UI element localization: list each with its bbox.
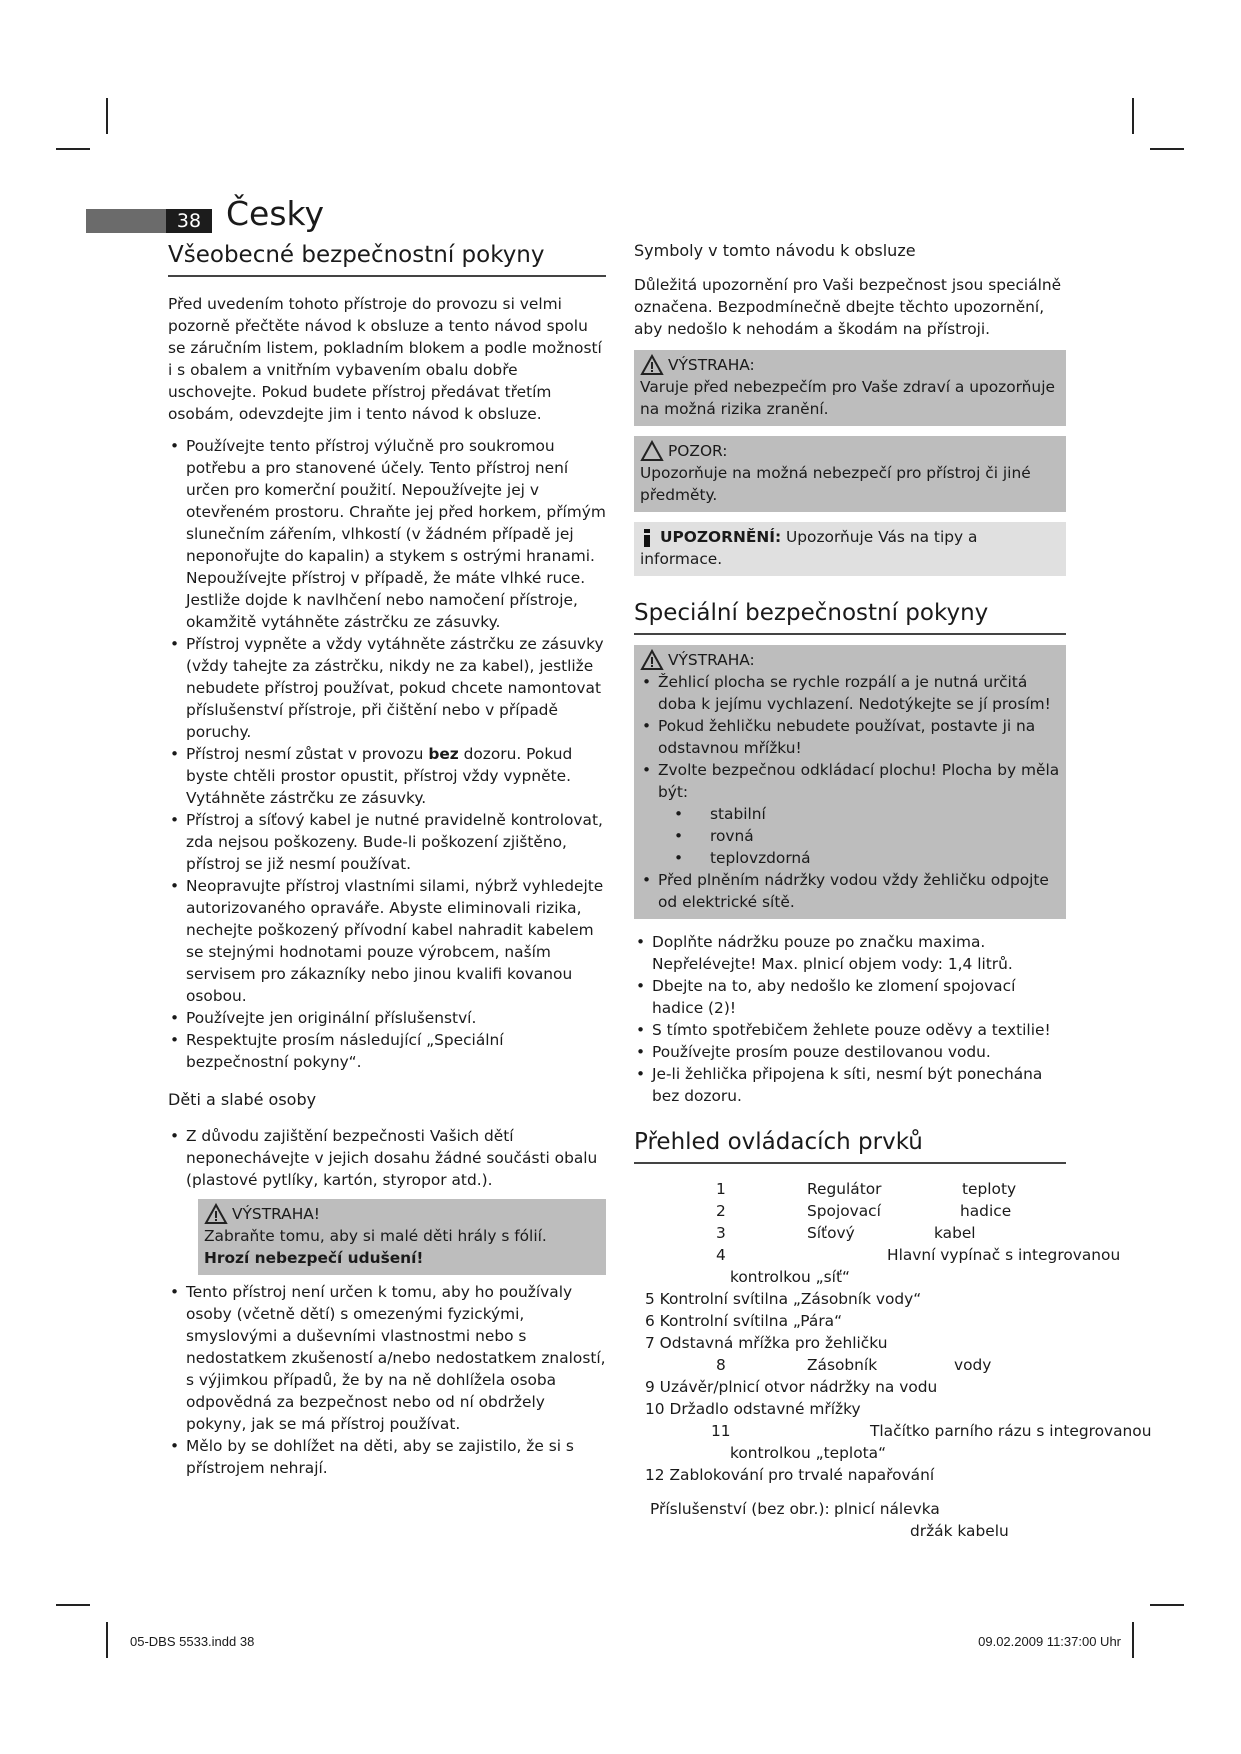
language-title: Česky bbox=[226, 194, 325, 233]
header-bar bbox=[86, 209, 166, 233]
list-item: • rovná bbox=[640, 825, 1060, 847]
note-box bbox=[634, 522, 1066, 576]
warning-box-children bbox=[198, 1199, 606, 1275]
list-item: • Používejte tento přístroj výlučně pro soukromou potřebu a pro stanovené účely. Tento přístroj není určen pro komerční použití. Nepoužívejte jej v otevřeném prostoru. Chraňte jej před horkem, přímým slunečním zářením, vlhkostí (v žádném případě jej neponořujte do kapalin) a stykem s ostrými hranami. Nepoužívejte přístroj v případě, že máte vlhké ruce. Jestliže dojde k navlhčení nebo namočení přístroje, okamžitě vytáhněte zástrčku ze zásuvky. bbox=[168, 435, 606, 633]
list-item: • Neopravujte přístroj vlastními silami, nýbrž vyhledejte autorizovaného opraváře. Abyste eliminovali rizika, nechejte poškozený přívodní kabel nahradit kabelem se stejnými hodnotami pouze výrobcem, naším servisem pro zákazníky nebo jinou kvalifi kovanou osobou. bbox=[168, 875, 606, 1007]
list-item: • Tento přístroj není určen k tomu, aby ho používaly osoby (včetně dětí) s omezenými fyzickými, smyslovými a duševními vlastnostmi nebo s nedostatkem zkušeností a/nebo nedostatkem znalostí, s výjimkou případů, že by na ně dohlížela osoba odpovědná za bezpečnost nebo od ní obdržely pokyny, jak se má přístroj používat. bbox=[168, 1281, 606, 1435]
info-icon bbox=[640, 528, 654, 548]
control-number: 2 bbox=[716, 1202, 726, 1220]
control-number: 4 bbox=[716, 1246, 726, 1264]
list-item: • Pokud žehličku nebudete používat, postavte ji na odstavnou mřížku! bbox=[640, 715, 1060, 759]
control-label: Tlačítko parního rázu s integrovanou bbox=[870, 1422, 1152, 1440]
caution-text: Upozorňuje na možná nebezpečí pro přístroj či jiné předměty. bbox=[640, 464, 1031, 504]
usage-list bbox=[634, 931, 1066, 1107]
accessories-label: Příslušenství (bez obr.): bbox=[650, 1500, 830, 1518]
page-number: 38 bbox=[166, 209, 212, 233]
crop-mark bbox=[1150, 1604, 1184, 1606]
control-number: 1 bbox=[716, 1180, 726, 1198]
control-label: Hlavní vypínač s integrovanou bbox=[887, 1246, 1121, 1264]
children-title: Děti a slabé osoby bbox=[168, 1090, 317, 1109]
control-label: kabel bbox=[934, 1224, 976, 1242]
control-item: 9 Uzávěr/plnicí otvor nádržky na vodu bbox=[645, 1378, 938, 1396]
warning-triangle-icon bbox=[204, 1203, 228, 1225]
children-list bbox=[168, 1125, 606, 1191]
list-item: • Je-li žehlička připojena k síti, nesmí být ponechána bez dozoru. bbox=[634, 1063, 1066, 1107]
control-item: 7 Odstavná mřížka pro žehličku bbox=[645, 1334, 888, 1352]
children-list-2 bbox=[168, 1281, 606, 1479]
control-number: 8 bbox=[716, 1356, 726, 1374]
list-item: • stabilní bbox=[640, 803, 1060, 825]
control-label: vody bbox=[954, 1356, 992, 1374]
special-safety-title: Speciální bezpečnostní pokyny bbox=[634, 598, 1066, 635]
list-item: • Žehlicí plocha se rychle rozpálí a je nutná určitá doba k jejímu vychlazení. Nedotýkejte se jí prosím! bbox=[640, 671, 1060, 715]
control-label: teploty bbox=[962, 1180, 1017, 1198]
crop-mark bbox=[106, 1622, 108, 1658]
caution-heading: POZOR: bbox=[668, 442, 728, 460]
caution-box bbox=[634, 436, 1066, 512]
control-label: Zásobník bbox=[807, 1356, 878, 1374]
warning-triangle-icon bbox=[640, 354, 664, 376]
general-safety-list bbox=[168, 435, 606, 1073]
list-item: • Mělo by se dohlížet na děti, aby se zajistilo, že si s přístrojem nehrají. bbox=[168, 1435, 606, 1479]
warning-heading: VÝSTRAHA! bbox=[232, 1205, 320, 1223]
list-item: • Dbejte na to, aby nedošlo ke zlomení spojovací hadice (2)! bbox=[634, 975, 1066, 1019]
warning-triangle-icon bbox=[640, 649, 664, 671]
control-number: 11 bbox=[711, 1422, 731, 1440]
special-list bbox=[640, 671, 1060, 803]
crop-mark bbox=[1150, 148, 1184, 150]
control-label: hadice bbox=[960, 1202, 1012, 1220]
list-item: • Používejte jen originální příslušenství. bbox=[168, 1007, 606, 1029]
control-item: 12 Zablokování pro trvalé napařování bbox=[645, 1466, 935, 1484]
control-label: kontrolkou „teplota“ bbox=[730, 1444, 887, 1462]
special-warning-box bbox=[634, 645, 1066, 919]
crop-mark bbox=[1132, 1622, 1134, 1658]
crop-mark bbox=[106, 98, 108, 134]
warning-heading: VÝSTRAHA: bbox=[668, 651, 755, 669]
warning-text: Zabraňte tomu, aby si malé děti hrály s fólií. bbox=[204, 1227, 547, 1245]
footer-timestamp: 09.02.2009 11:37:00 Uhr bbox=[978, 1634, 1121, 1649]
control-item: 10 Držadlo odstavné mřížky bbox=[645, 1400, 861, 1418]
warning-box bbox=[634, 350, 1066, 426]
control-item: 5 Kontrolní svítilna „Zásobník vody“ bbox=[645, 1290, 922, 1308]
symbols-intro: Důležitá upozornění pro Vaši bezpečnost jsou speciálně označena. Bezpodmínečně dbejte těchto upozornění, aby nedošlo k nehodám a škodám na přístroji. bbox=[634, 276, 1062, 338]
list-item: • teplovzdorná bbox=[640, 847, 1060, 869]
control-label: Spojovací bbox=[807, 1202, 881, 1220]
crop-mark bbox=[56, 148, 90, 150]
list-item: • Přístroj vypněte a vždy vytáhněte zástrčku ze zásuvky (vždy tahejte za zástrčku, nikdy ne za kabel), jestliže nebudete přístroj používat, pokud chcete namontovat příslušenství přístroje, při čištění nebo v případě poruchy. bbox=[168, 633, 606, 743]
list-item: • Před plněním nádržky vodou vždy žehličku odpojte od elektrické sítě. bbox=[640, 869, 1060, 913]
warning-text: Varuje před nebezpečím pro Vaše zdraví a upozorňuje na možná rizika zranění. bbox=[640, 378, 1055, 418]
crop-mark bbox=[1132, 98, 1134, 134]
list-item: • Z důvodu zajištění bezpečnosti Vašich dětí neponechávejte v jejich dosahu žádné součásti obalu (plastové pytlíky, kartón, styropor atd.). bbox=[168, 1125, 606, 1191]
control-label: Regulátor bbox=[807, 1180, 882, 1198]
list-item: • Používejte prosím pouze destilovanou vodu. bbox=[634, 1041, 1066, 1063]
control-item: 6 Kontrolní svítilna „Pára“ bbox=[645, 1312, 843, 1330]
footer-file-info: 05-DBS 5533.indd 38 bbox=[130, 1634, 255, 1649]
controls-title: Přehled ovládacích prvků bbox=[634, 1127, 1066, 1164]
warning-heading: VÝSTRAHA: bbox=[668, 356, 755, 374]
general-safety-title: Všeobecné bezpečnostní pokyny bbox=[168, 240, 606, 277]
warning-bold-text: Hrozí nebezpečí udušení! bbox=[204, 1249, 424, 1267]
intro-paragraph: Před uvedením tohoto přístroje do provozu si velmi pozorně přečtěte návod k obsluze a tento návod spolu se záručním listem, pokladním blokem a podle možností i s obalem a vnitřním vybavením obalu dobře uschovejte. Pokud budete přístroj předávat třetím osobám, odevzdejte jim i tento návod k obsluze. bbox=[168, 295, 602, 423]
list-item: • Přístroj a síťový kabel je nutné pravidelně kontrolovat, zda nejsou poškozeny. Bude-li poškození zjištěno, přístroj se již nesmí používat. bbox=[168, 809, 606, 875]
left-column bbox=[168, 240, 606, 1479]
list-item: • Přístroj nesmí zůstat v provozu bez dozoru. Pokud byste chtěli prostor opustit, přístroj vždy vypněte. Vytáhněte zástrčku ze zásuvky. bbox=[168, 743, 606, 809]
control-number: 3 bbox=[716, 1224, 726, 1242]
control-label: kontrolkou „síť“ bbox=[730, 1268, 850, 1286]
list-item: • Respektujte prosím následující „Speciální bezpečnostní pokyny“. bbox=[168, 1029, 606, 1073]
crop-mark bbox=[56, 1604, 90, 1606]
note-heading: UPOZORNĚNÍ: bbox=[660, 528, 782, 546]
list-item: • Zvolte bezpečnou odkládací plochu! Plocha by měla být: bbox=[640, 759, 1060, 803]
list-item: • Doplňte nádržku pouze po značku maxima. Nepřelévejte! Max. plnicí objem vody: 1,4 litrů. bbox=[634, 931, 1066, 975]
accessory-item: držák kabelu bbox=[910, 1522, 1009, 1540]
special-list-2 bbox=[640, 869, 1060, 913]
control-label: Síťový bbox=[807, 1224, 855, 1242]
right-column bbox=[634, 240, 1066, 1164]
symbols-title: Symboly v tomto návodu k obsluze bbox=[634, 241, 916, 260]
surface-list bbox=[640, 803, 1060, 869]
list-item: • S tímto spotřebičem žehlete pouze oděvy a textilie! bbox=[634, 1019, 1066, 1041]
accessory-item: plnicí nálevka bbox=[834, 1500, 940, 1518]
caution-triangle-icon bbox=[640, 440, 664, 462]
note-text: Upozorňuje Vás na tipy a informace. bbox=[640, 528, 978, 568]
